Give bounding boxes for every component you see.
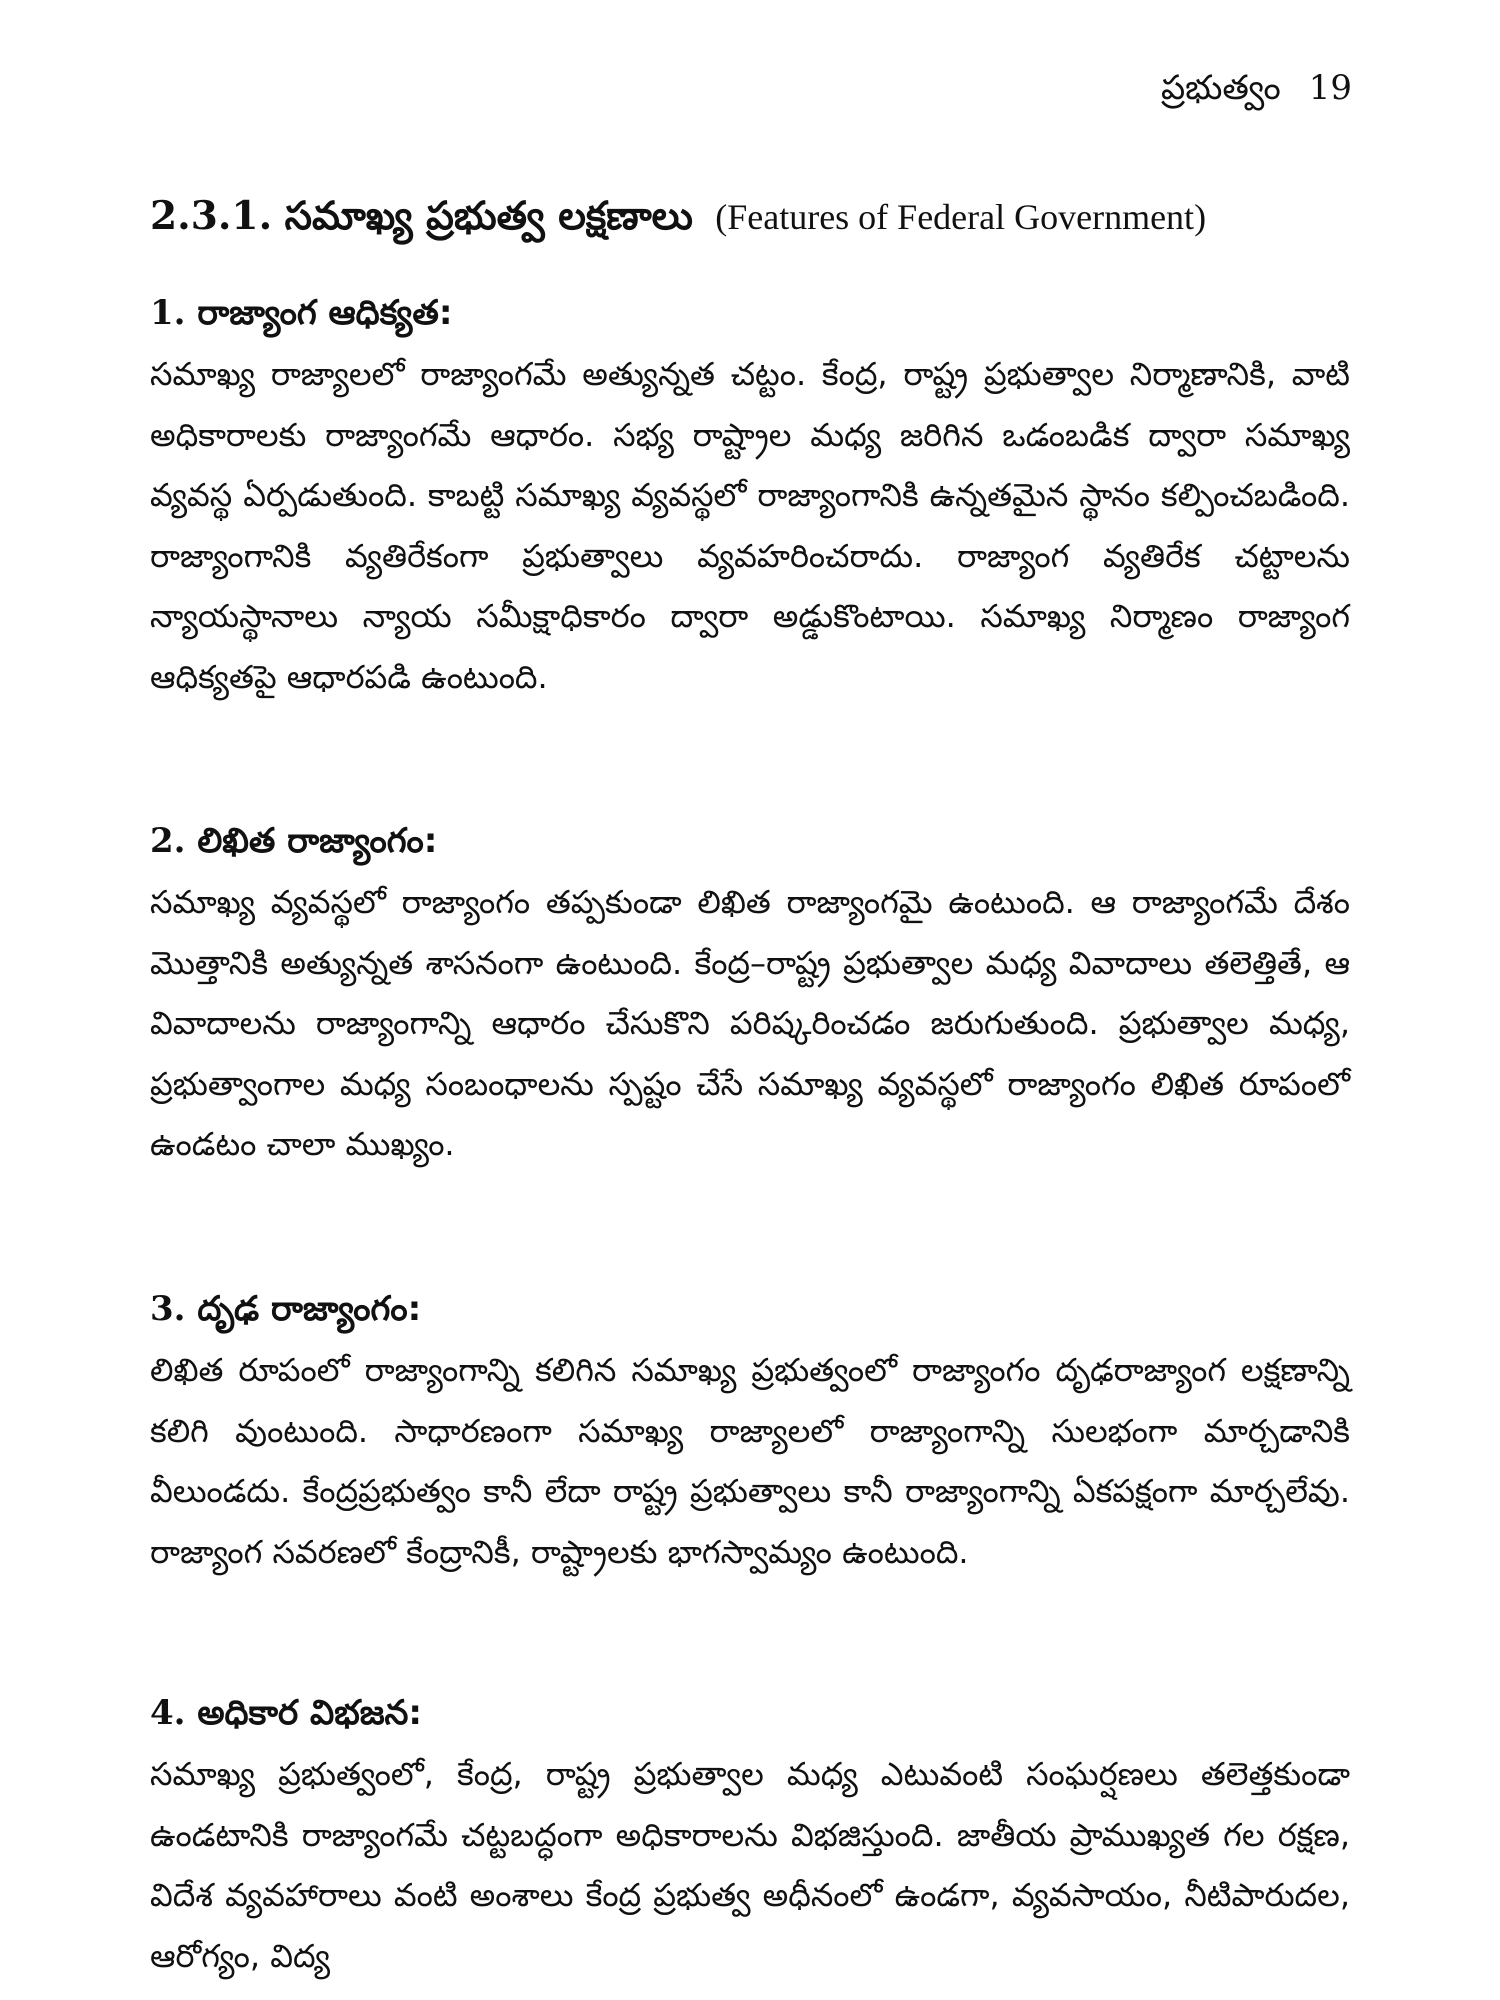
subsection-number: 1.: [150, 293, 186, 333]
subsection-paragraph: సమాఖ్య రాజ్యాలలో రాజ్యాంగమే అత్యున్నత చట్టం. కేంద్ర, రాష్ట్ర ప్రభుత్వాల నిర్మాణానికి, వాటి అధికారాలకు రాజ్యాంగమే ఆధారం. సభ్య రాష్ట్రాల మధ్య జరిగిన ఒడంబడిక ద్వారా సమాఖ్య వ్యవస్థ ఏర్పడుతుంది. కాబట్టి సమాఖ్య వ్యవస్థలో రాజ్యాంగానికి ఉన్నతమైన స్థానం కల్పించబడింది. రాజ్యాంగానికి వ్యతిరేకంగా ప్రభుత్వాలు వ్యవహరించరాదు. రాజ్యాంగ వ్యతిరేక చట్టాలను న్యాయస్థానాలు న్యాయ సమీక్షాధికారం ద్వారా అడ్డుకొంటాయి. సమాఖ్య నిర్మాణం రాజ్యాంగ ఆధిక్యతపై ఆధారపడి ఉంటుంది.: [150, 355, 1350, 696]
running-head-title: ప్రభుత్వం: [1160, 68, 1281, 108]
section-number: 2.3.1.: [150, 193, 273, 239]
subsection-number: 4.: [150, 1693, 186, 1733]
running-head: [1161, 68, 1352, 108]
section-title-telugu: సమాఖ్య ప్రభుత్వ లక్షణాలు: [284, 194, 693, 239]
subsection-paragraph: లిఖిత రూపంలో రాజ్యాంగాన్ని కలిగిన సమాఖ్య ప్రభుత్వంలో రాజ్యాంగం దృఢరాజ్యాంగ లక్షణాన్ని కలిగి వుంటుంది. సాధారణంగా సమాఖ్య రాజ్యాలలో రాజ్యాంగాన్ని సులభంగా మార్చడానికి వీలుండదు. కేంద్రప్రభుత్వం కానీ లేదా రాష్ట్ర ప్రభుత్వాలు కానీ రాజ్యాంగాన్ని ఏకపక్షంగా మార్చలేవు. రాజ్యాంగ సవరణలో కేంద్రానికీ, రాష్ట్రాలకు భాగస్వామ్యం ఉంటుంది.: [150, 1351, 1350, 1571]
subsection-heading-text: అధికార విభజన:: [197, 1693, 423, 1733]
subsection-paragraph: సమాఖ్య ప్రభుత్వంలో, కేంద్ర, రాష్ట్ర ప్రభుత్వాల మధ్య ఎటువంటి సంఘర్షణలు తలెత్తకుండా ఉండటానికి రాజ్యాంగమే చట్టబద్ధంగా అధికారాలను విభజిస్తుంది. జాతీయ ప్రాముఖ్యత గల రక్షణ, విదేశ వ్యవహారాలు వంటి అంశాలు కేంద్ర ప్రభుత్వ అధీనంలో ఉండగా, వ్యవసాయం, నీటిపారుదల, ఆరోగ్యం, విద్య: [150, 1755, 1350, 1975]
subsection-heading-text: రాజ్యాంగ ఆధిక్యత:: [197, 293, 453, 333]
section-title: [150, 192, 1350, 241]
subsection-heading: [150, 1690, 1350, 1736]
subsection-heading: [150, 1286, 1350, 1332]
subsection-heading-text: లిఖిత రాజ్యాంగం:: [197, 821, 438, 861]
page-number: 19: [1308, 68, 1352, 108]
subsection-number: 3.: [150, 1289, 186, 1329]
subsection-heading: [150, 818, 1350, 864]
subsection-number: 2.: [150, 821, 186, 861]
subsection-2: [150, 818, 1350, 1175]
subsection-heading-text: దృఢ రాజ్యాంగం:: [197, 1289, 422, 1329]
subsection-paragraph: సమాఖ్య వ్యవస్థలో రాజ్యాంగం తప్పకుండా లిఖిత రాజ్యాంగమై ఉంటుంది. ఆ రాజ్యాంగమే దేశం మొత్తానికి అత్యున్నత శాసనంగా ఉంటుంది. కేంద్ర–రాష్ట్ర ప్రభుత్వాల మధ్య వివాదాలు తలెత్తితే, ఆ వివాదాలను రాజ్యాంగాన్ని ఆధారం చేసుకొని పరిష్కరించడం జరుగుతుంది. ప్రభుత్వాల మధ్య, ప్రభుత్వాంగాల మధ్య సంబంధాలను స్పష్టం చేసే సమాఖ్య వ్యవస్థలో రాజ్యాంగం లిఖిత రూపంలో ఉండటం చాలా ముఖ్యం.: [150, 883, 1350, 1163]
subsection-heading: [150, 290, 1350, 336]
subsection-4: [150, 1690, 1350, 1986]
subsection-1: [150, 290, 1350, 707]
section-title-english: (Features of Federal Government): [715, 197, 1207, 237]
subsection-3: [150, 1286, 1350, 1582]
